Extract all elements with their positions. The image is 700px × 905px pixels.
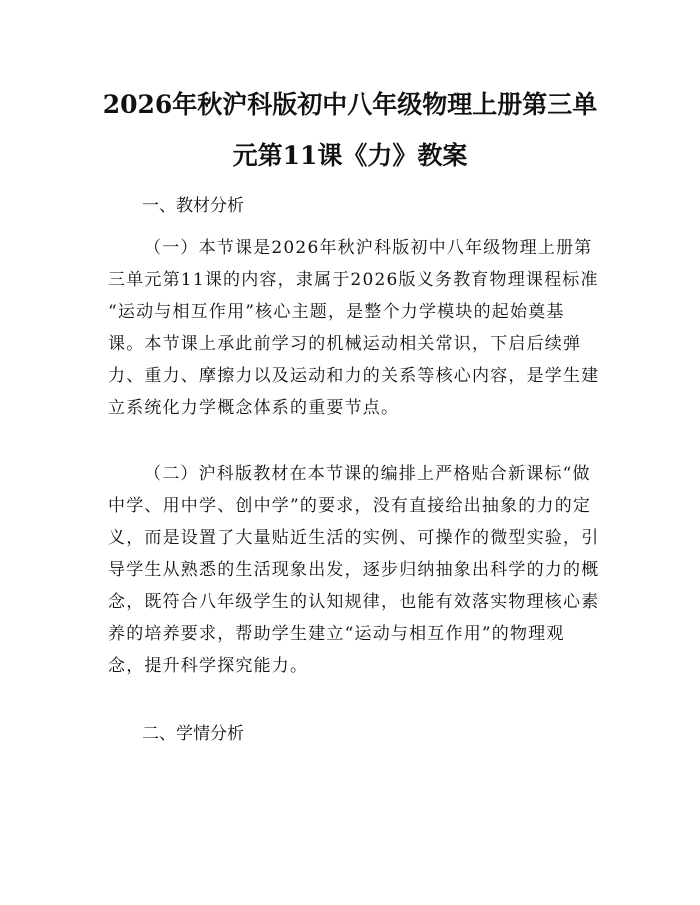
section-heading-textbook-analysis: 一、教材分析 <box>142 196 244 216</box>
paragraph-1-line: 三单元第11课的内容，隶属于2026版义务教育物理课程标准 <box>108 270 599 290</box>
section-heading-student-analysis: 二、学情分析 <box>142 724 244 744</box>
document-title-line-2: 元第11课《力》教案 <box>232 141 468 170</box>
paragraph-2 <box>108 464 600 694</box>
paragraph-2-line: 中学、用中学、创中学”的要求，没有直接给出抽象的力的定 <box>108 496 592 516</box>
paragraph-1 <box>108 238 600 438</box>
paragraph-1-line: 立系统化力学概念体系的重要节点。 <box>108 398 400 418</box>
document-title-line-1: 2026年秋沪科版初中八年级物理上册第三单 <box>102 90 598 119</box>
paragraph-2-line: 义，而是设置了大量贴近生活的实例、可操作的微型实验，引 <box>108 528 600 548</box>
paragraph-1-line: “运动与相互作用”核心主题，是整个力学模块的起始奠基 <box>108 302 565 322</box>
paragraph-2-line: （二）沪科版教材在本节课的编排上严格贴合新课标“做 <box>144 464 591 484</box>
paragraph-2-line: 念，提升科学探究能力。 <box>108 656 309 676</box>
paragraph-2-line: 养的培养要求，帮助学生建立“运动与相互作用”的物理观 <box>108 624 565 644</box>
paragraph-1-line: 力、重力、摩擦力以及运动和力的关系等核心内容，是学生建 <box>108 366 600 386</box>
paragraph-1-line: 课。本节课上承此前学习的机械运动相关常识，下启后续弹 <box>108 334 582 354</box>
paragraph-1-line: （一）本节课是2026年秋沪科版初中八年级物理上册第 <box>144 238 593 258</box>
paragraph-2-line: 导学生从熟悉的生活现象出发，逐步归纳抽象出科学的力的概 <box>108 560 600 580</box>
paragraph-2-line: 念，既符合八年级学生的认知规律，也能有效落实物理核心素 <box>108 592 600 612</box>
